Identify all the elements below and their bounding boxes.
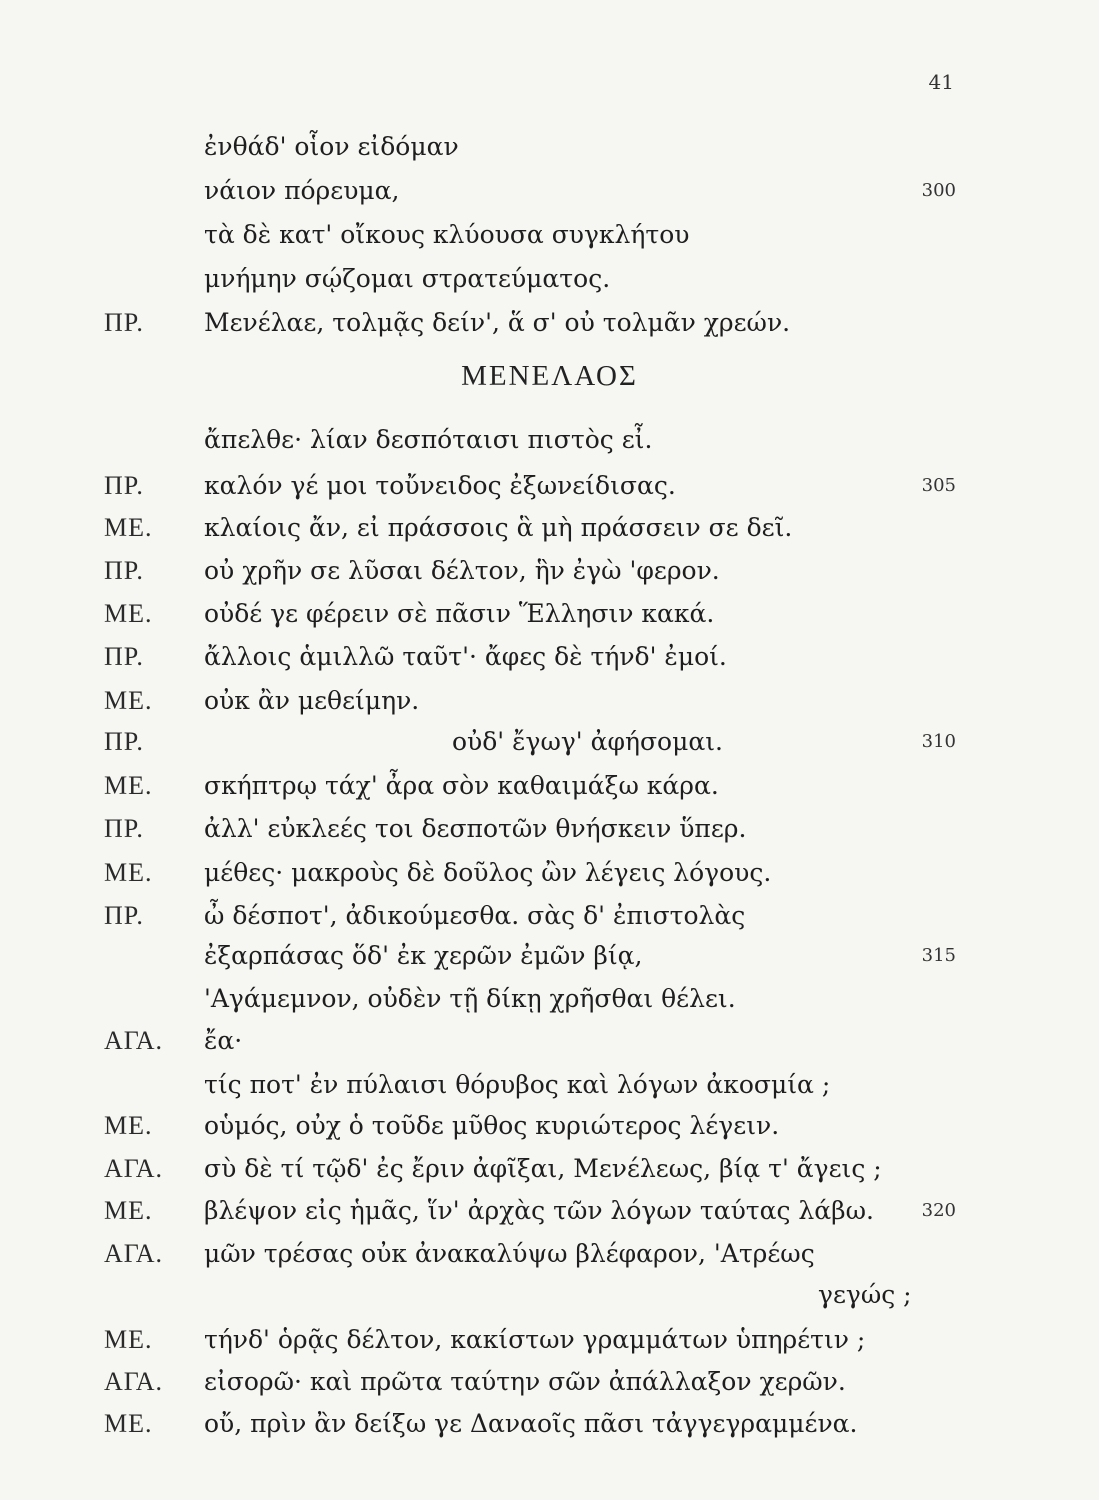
verse-line <box>0 979 1099 1019</box>
speaker-label: ΜΕ. <box>104 1325 153 1354</box>
verse-line <box>0 766 1099 806</box>
verse-text: ὦ δέσποτ', ἀδικούμεσθα. σὰς δ' ἐπιστολὰς <box>204 901 746 930</box>
verse-line <box>0 1106 1099 1146</box>
speaker-label: ΑΓΑ. <box>104 1154 164 1183</box>
verse-text: καλόν γέ μοι τοὔνειδος ἐξωνείδισας. <box>204 471 676 500</box>
speaker-label: ΜΕ. <box>104 599 153 628</box>
verse-text: ἀλλ' εὐκλεές τοι δεσποτῶν θνήσκειν ὕπερ. <box>204 814 747 843</box>
character-heading: ΜΕΝΕΛΑΟΣ <box>461 360 638 392</box>
page-number: 41 <box>928 70 954 94</box>
speaker-label: ΜΕ. <box>104 1196 153 1225</box>
verse-line <box>0 127 1099 167</box>
verse-line <box>0 1362 1099 1402</box>
verse-text: τήνδ' ὁρᾷς δέλτον, κακίστων γραμμάτων ὑπηρέτιν ; <box>204 1325 866 1354</box>
verse-line <box>0 420 1099 460</box>
verse-line <box>0 1149 1099 1189</box>
verse-text: οὐ χρῆν σε λῦσαι δέλτον, ἣν ἐγὼ 'φερον. <box>204 556 720 585</box>
speaker-label: ΠΡ. <box>104 901 144 930</box>
verse-line <box>0 466 1099 506</box>
verse-text: τίς ποτ' ἐν πύλαισι θόρυβος καὶ λόγων ἀκοσμία ; <box>204 1070 831 1099</box>
verse-text: μῶν τρέσας οὐκ ἀνακαλύψω βλέφαρον, 'Ατρέως <box>204 1239 815 1268</box>
verse-line <box>0 1275 1099 1315</box>
verse-line <box>0 936 1099 976</box>
speaker-label: ΜΕ. <box>104 771 153 800</box>
verse-text: οὑμός, οὐχ ὁ τοῦδε μῦθος κυριώτερος λέγειν. <box>204 1111 780 1140</box>
verse-text: οὐδ' ἔγωγ' ἀφήσομαι. <box>452 727 723 756</box>
verse-line <box>0 303 1099 343</box>
verse-line <box>0 637 1099 677</box>
speaker-label: ΑΓΑ. <box>104 1026 164 1055</box>
verse-text: κλαίοις ἄν, εἰ πράσσοις ἃ μὴ πράσσειν σε δεῖ. <box>204 513 793 542</box>
speaker-label: ΜΕ. <box>104 513 153 542</box>
verse-text: 'Αγάμεμνον, οὐδὲν τῇ δίκῃ χρῆσθαι θέλει. <box>204 984 736 1013</box>
speaker-label: ΜΕ. <box>104 1409 153 1438</box>
line-number: 310 <box>921 731 956 752</box>
verse-text: ἔα· <box>204 1026 243 1055</box>
verse-line <box>0 1021 1099 1061</box>
verse-text: ἐνθάδ' οἷον εἰδόμαν <box>204 132 459 161</box>
speaker-label: ΑΓΑ. <box>104 1239 164 1268</box>
verse-line <box>0 215 1099 255</box>
line-number: 305 <box>921 475 956 496</box>
speaker-label: ΠΡ. <box>104 556 144 585</box>
verse-line <box>0 1404 1099 1444</box>
verse-line <box>0 1191 1099 1231</box>
speaker-label: ΜΕ. <box>104 858 153 887</box>
verse-line <box>0 722 1099 762</box>
speaker-label: ΑΓΑ. <box>104 1367 164 1396</box>
verse-text: εἰσορῶ· καὶ πρῶτα ταύτην σῶν ἀπάλλαξον χερῶν. <box>204 1367 846 1396</box>
verse-text: τὰ δὲ κατ' οἴκους κλύουσα συγκλήτου <box>204 220 690 249</box>
line-number: 320 <box>921 1200 956 1221</box>
verse-line <box>0 681 1099 721</box>
verse-line <box>0 1065 1099 1105</box>
verse-line <box>0 853 1099 893</box>
verse-line <box>0 551 1099 591</box>
speaker-label: ΠΡ. <box>104 642 144 671</box>
verse-text: ἐξαρπάσας ὅδ' ἐκ χερῶν ἐμῶν βίᾳ, <box>204 941 643 970</box>
verse-text: σὺ δὲ τί τῷδ' ἐς ἔριν ἀφῖξαι, Μενέλεως, βίᾳ τ' ἄγεις ; <box>204 1154 882 1183</box>
speaker-label: ΠΡ. <box>104 727 144 756</box>
verse-text: οὐκ ἂν μεθείμην. <box>204 686 420 715</box>
verse-line <box>0 594 1099 634</box>
verse-text: γεγώς ; <box>818 1280 912 1309</box>
line-number: 315 <box>921 945 956 966</box>
verse-line <box>0 259 1099 299</box>
verse-line <box>0 1234 1099 1274</box>
verse-text: μνήμην σῴζομαι στρατεύματος. <box>204 264 611 293</box>
verse-text: οὔ, πρὶν ἂν δείξω γε Δαναοῖς πᾶσι τἀγγεγραμμένα. <box>204 1409 858 1438</box>
speaker-label: ΠΡ. <box>104 814 144 843</box>
line-number: 300 <box>921 180 956 201</box>
verse-line <box>0 896 1099 936</box>
verse-text: σκήπτρῳ τάχ' ἆρα σὸν καθαιμάξω κάρα. <box>204 771 719 800</box>
verse-text: βλέψον εἰς ἡμᾶς, ἵν' ἀρχὰς τῶν λόγων ταύτας λάβω. <box>204 1196 874 1225</box>
speaker-label: ΠΡ. <box>104 471 144 500</box>
verse-line <box>0 508 1099 548</box>
verse-text: Μενέλαε, τολμᾷς δείν', ἅ σ' οὐ τολμᾶν χρεών. <box>204 308 791 337</box>
verse-text: μέθες· μακροὺς δὲ δοῦλος ὢν λέγεις λόγους. <box>204 858 772 887</box>
verse-line <box>0 809 1099 849</box>
speaker-label: ΜΕ. <box>104 686 153 715</box>
verse-line <box>0 171 1099 211</box>
verse-text: οὐδέ γε φέρειν σὲ πᾶσιν Ἕλλησιν κακά. <box>204 599 715 628</box>
speaker-label: ΜΕ. <box>104 1111 153 1140</box>
verse-text: ἄπελθε· λίαν δεσπόταισι πιστὸς εἶ. <box>204 425 653 454</box>
verse-text: νάιον πόρευμα, <box>204 176 400 205</box>
speaker-label: ΠΡ. <box>104 308 144 337</box>
verse-line <box>0 1320 1099 1360</box>
verse-text: ἄλλοις ἁμιλλῶ ταῦτ'· ἄφες δὲ τήνδ' ἐμοί. <box>204 642 727 671</box>
